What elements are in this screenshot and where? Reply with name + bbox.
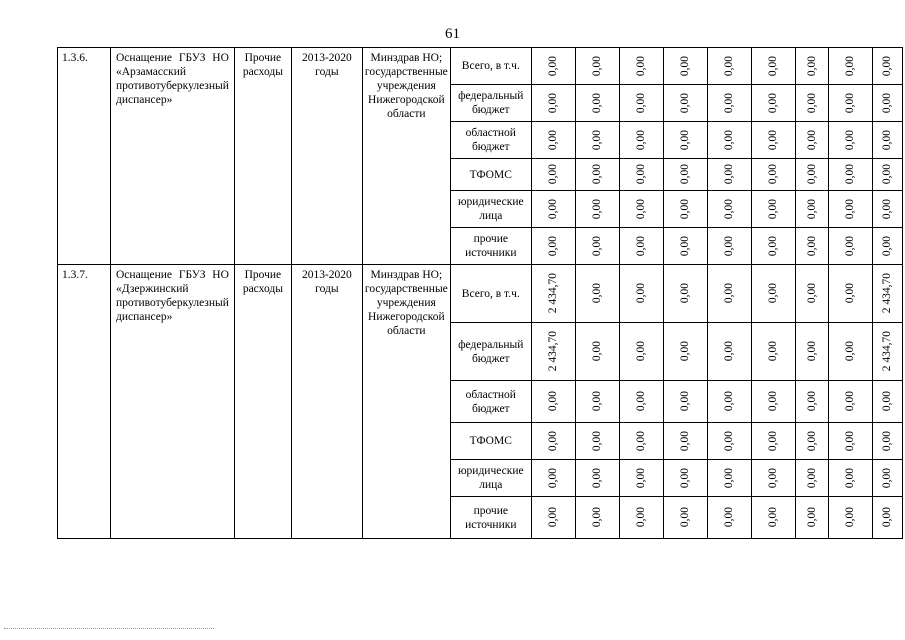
value-text: 0,00 [723, 92, 736, 114]
value-text: 0,00 [679, 283, 692, 304]
item-name [111, 48, 235, 265]
value-cell [707, 159, 751, 191]
value-cell [531, 48, 575, 85]
value-text: 0,00 [679, 92, 692, 114]
value-cell [575, 381, 619, 423]
value-text: 0,00 [805, 507, 818, 528]
value-text: 0,00 [591, 129, 604, 151]
value-cell [575, 497, 619, 539]
value-text: 0,00 [805, 55, 818, 77]
funding-source: областной бюджет [450, 122, 531, 159]
value-text: 0,00 [805, 92, 818, 114]
value-text: 2 434,70 [881, 331, 894, 372]
value-cell [575, 159, 619, 191]
value-cell [872, 159, 902, 191]
value-cell [663, 85, 707, 122]
item-name-text: Оснащение ГБУЗ НО «Дзержинский противотуберкулезный диспансер» [116, 269, 229, 323]
value-cell [707, 323, 751, 381]
value-cell [575, 48, 619, 85]
item-name-text: Оснащение ГБУЗ НО «Арзамасский противотуберкулезный диспансер» [116, 52, 229, 106]
value-cell [707, 122, 751, 159]
value-cell [828, 159, 872, 191]
value-text: 0,00 [635, 507, 648, 528]
value-text: 0,00 [805, 198, 818, 220]
value-text: 0,00 [635, 467, 648, 489]
value-text: 0,00 [844, 235, 857, 257]
item-number: 1.3.6. [58, 48, 111, 265]
value-cell [751, 460, 795, 497]
value-cell [619, 159, 663, 191]
value-cell [531, 228, 575, 265]
funding-source: юридические лица [450, 191, 531, 228]
value-text: 0,00 [723, 129, 736, 151]
value-cell [872, 381, 902, 423]
value-cell [707, 381, 751, 423]
value-cell [872, 323, 902, 381]
value-cell [663, 228, 707, 265]
value-text: 0,00 [547, 198, 560, 220]
value-cell [531, 191, 575, 228]
value-cell [707, 48, 751, 85]
value-text: 0,00 [547, 55, 560, 77]
value-cell [663, 122, 707, 159]
value-cell [795, 323, 828, 381]
funding-source: федеральный бюджет [450, 85, 531, 122]
value-text: 0,00 [679, 129, 692, 151]
value-text: 2 434,70 [547, 331, 560, 372]
value-text: 0,00 [881, 164, 894, 185]
value-text: 0,00 [723, 164, 736, 185]
value-cell [872, 85, 902, 122]
value-cell [872, 228, 902, 265]
value-text: 2 434,70 [547, 273, 560, 314]
value-text: 0,00 [767, 198, 780, 220]
value-text: 0,00 [679, 507, 692, 528]
value-text: 0,00 [679, 235, 692, 257]
value-cell [531, 423, 575, 460]
value-text: 0,00 [635, 341, 648, 362]
value-cell [619, 381, 663, 423]
budget-table [57, 47, 903, 539]
value-cell [531, 122, 575, 159]
value-cell [828, 48, 872, 85]
value-text: 0,00 [635, 92, 648, 114]
value-cell [828, 122, 872, 159]
value-cell [663, 159, 707, 191]
value-text: 0,00 [723, 430, 736, 452]
value-cell [619, 122, 663, 159]
value-text: 0,00 [547, 430, 560, 452]
value-cell [751, 85, 795, 122]
value-cell [707, 191, 751, 228]
value-cell [751, 265, 795, 323]
value-cell [751, 381, 795, 423]
value-text: 0,00 [591, 391, 604, 412]
value-cell [575, 85, 619, 122]
value-text: 0,00 [679, 467, 692, 489]
value-text: 0,00 [723, 391, 736, 412]
value-cell [531, 323, 575, 381]
funding-source: ТФОМС [450, 423, 531, 460]
value-text: 0,00 [591, 430, 604, 452]
value-text: 0,00 [881, 467, 894, 489]
funding-source: юридические лица [450, 460, 531, 497]
period: 2013-2020 годы [291, 265, 362, 539]
value-text: 0,00 [723, 198, 736, 220]
value-text: 0,00 [844, 507, 857, 528]
value-cell [795, 48, 828, 85]
value-cell [707, 265, 751, 323]
value-cell [795, 191, 828, 228]
value-cell [828, 497, 872, 539]
value-text: 0,00 [805, 341, 818, 362]
value-cell [575, 122, 619, 159]
value-cell [575, 228, 619, 265]
scan-artifact-line [4, 628, 214, 629]
value-cell [828, 85, 872, 122]
value-text: 0,00 [591, 507, 604, 528]
value-cell [751, 497, 795, 539]
value-cell [531, 85, 575, 122]
value-text: 0,00 [767, 430, 780, 452]
value-text: 0,00 [635, 391, 648, 412]
value-cell [795, 423, 828, 460]
value-cell [751, 423, 795, 460]
value-cell [828, 323, 872, 381]
value-text: 0,00 [767, 391, 780, 412]
value-text: 0,00 [881, 430, 894, 452]
value-cell [872, 48, 902, 85]
value-text: 0,00 [844, 55, 857, 77]
value-text: 0,00 [635, 198, 648, 220]
value-cell [795, 265, 828, 323]
value-cell [619, 191, 663, 228]
value-text: 0,00 [547, 467, 560, 489]
value-text: 0,00 [591, 235, 604, 257]
value-cell [795, 228, 828, 265]
value-text: 0,00 [767, 467, 780, 489]
value-cell [663, 460, 707, 497]
expense-category: Прочие расходы [234, 265, 291, 539]
value-text: 0,00 [881, 129, 894, 151]
funding-source: прочие источники [450, 497, 531, 539]
value-text: 0,00 [844, 430, 857, 452]
value-text: 0,00 [767, 507, 780, 528]
value-text: 0,00 [591, 92, 604, 114]
value-text: 0,00 [547, 92, 560, 114]
value-text: 0,00 [723, 235, 736, 257]
value-text: 0,00 [805, 430, 818, 452]
value-cell [663, 323, 707, 381]
value-text: 0,00 [844, 92, 857, 114]
value-text: 0,00 [805, 235, 818, 257]
executor: Минздрав НО; государственные учреждения Нижегородской области [362, 48, 450, 265]
value-text: 0,00 [547, 164, 560, 185]
value-cell [795, 85, 828, 122]
value-text: 0,00 [805, 129, 818, 151]
value-cell [872, 265, 902, 323]
value-text: 0,00 [844, 467, 857, 489]
value-cell [707, 497, 751, 539]
value-text: 0,00 [767, 55, 780, 77]
value-cell [663, 381, 707, 423]
value-text: 0,00 [767, 164, 780, 185]
value-cell [751, 48, 795, 85]
funding-source: областной бюджет [450, 381, 531, 423]
value-cell [663, 265, 707, 323]
value-text: 0,00 [844, 164, 857, 185]
item-number: 1.3.7. [58, 265, 111, 539]
value-cell [828, 381, 872, 423]
value-text: 0,00 [635, 430, 648, 452]
value-cell [575, 460, 619, 497]
value-text: 0,00 [547, 507, 560, 528]
value-text: 0,00 [805, 467, 818, 489]
value-text: 0,00 [767, 235, 780, 257]
funding-source: Всего, в т.ч. [450, 265, 531, 323]
value-text: 0,00 [635, 129, 648, 151]
value-text: 0,00 [723, 283, 736, 304]
value-text: 0,00 [679, 198, 692, 220]
value-cell [575, 265, 619, 323]
table-row [58, 265, 903, 323]
value-cell [531, 265, 575, 323]
value-text: 0,00 [881, 92, 894, 114]
value-text: 0,00 [679, 391, 692, 412]
value-cell [795, 381, 828, 423]
value-text: 0,00 [635, 164, 648, 185]
value-cell [872, 122, 902, 159]
value-cell [751, 323, 795, 381]
value-cell [872, 423, 902, 460]
value-cell [663, 48, 707, 85]
funding-source: прочие источники [450, 228, 531, 265]
value-text: 0,00 [844, 341, 857, 362]
value-text: 0,00 [767, 341, 780, 362]
value-text: 0,00 [805, 283, 818, 304]
executor: Минздрав НО; государственные учреждения Нижегородской области [362, 265, 450, 539]
value-cell [795, 122, 828, 159]
value-text: 0,00 [591, 467, 604, 489]
value-text: 0,00 [723, 341, 736, 362]
value-text: 0,00 [767, 92, 780, 114]
value-cell [751, 228, 795, 265]
value-text: 0,00 [767, 283, 780, 304]
funding-source: Всего, в т.ч. [450, 48, 531, 85]
value-cell [531, 497, 575, 539]
value-cell [619, 228, 663, 265]
value-text: 0,00 [591, 55, 604, 77]
value-text: 0,00 [881, 55, 894, 77]
value-text: 0,00 [767, 129, 780, 151]
value-text: 0,00 [679, 341, 692, 362]
value-cell [795, 497, 828, 539]
value-cell [828, 228, 872, 265]
value-text: 0,00 [723, 55, 736, 77]
value-cell [575, 423, 619, 460]
value-text: 0,00 [547, 391, 560, 412]
expense-category: Прочие расходы [234, 48, 291, 265]
value-cell [619, 323, 663, 381]
funding-source: федеральный бюджет [450, 323, 531, 381]
table-row [58, 48, 903, 85]
value-cell [751, 159, 795, 191]
value-cell [795, 159, 828, 191]
value-cell [751, 122, 795, 159]
value-cell [531, 381, 575, 423]
value-cell [828, 191, 872, 228]
value-cell [619, 497, 663, 539]
value-text: 0,00 [805, 164, 818, 185]
value-cell [619, 460, 663, 497]
value-cell [707, 85, 751, 122]
value-cell [872, 191, 902, 228]
value-cell [828, 423, 872, 460]
value-text: 0,00 [635, 55, 648, 77]
value-cell [531, 159, 575, 191]
value-cell [663, 423, 707, 460]
value-text: 0,00 [881, 235, 894, 257]
value-cell [619, 265, 663, 323]
value-text: 0,00 [844, 198, 857, 220]
page-number: 61 [445, 26, 460, 42]
value-text: 0,00 [723, 507, 736, 528]
value-text: 0,00 [591, 341, 604, 362]
value-cell [575, 191, 619, 228]
value-text: 0,00 [547, 235, 560, 257]
value-text: 0,00 [844, 129, 857, 151]
period: 2013-2020 годы [291, 48, 362, 265]
value-text: 0,00 [635, 235, 648, 257]
value-cell [872, 497, 902, 539]
value-text: 0,00 [679, 430, 692, 452]
value-text: 0,00 [679, 164, 692, 185]
value-text: 0,00 [591, 198, 604, 220]
funding-source: ТФОМС [450, 159, 531, 191]
value-text: 2 434,70 [881, 273, 894, 314]
value-cell [795, 460, 828, 497]
value-cell [872, 460, 902, 497]
value-cell [828, 460, 872, 497]
value-cell [707, 460, 751, 497]
value-cell [751, 191, 795, 228]
value-text: 0,00 [723, 467, 736, 489]
value-cell [707, 228, 751, 265]
value-text: 0,00 [844, 391, 857, 412]
value-cell [619, 423, 663, 460]
value-text: 0,00 [635, 283, 648, 304]
value-cell [575, 323, 619, 381]
value-text: 0,00 [591, 164, 604, 185]
value-cell [663, 191, 707, 228]
value-cell [619, 85, 663, 122]
value-text: 0,00 [844, 283, 857, 304]
value-text: 0,00 [591, 283, 604, 304]
value-text: 0,00 [881, 198, 894, 220]
value-text: 0,00 [805, 391, 818, 412]
value-cell [619, 48, 663, 85]
value-cell [707, 423, 751, 460]
value-cell [531, 460, 575, 497]
value-text: 0,00 [881, 391, 894, 412]
value-text: 0,00 [679, 55, 692, 77]
item-name [111, 265, 235, 539]
value-text: 0,00 [547, 129, 560, 151]
value-cell [663, 497, 707, 539]
value-cell [828, 265, 872, 323]
value-text: 0,00 [881, 507, 894, 528]
